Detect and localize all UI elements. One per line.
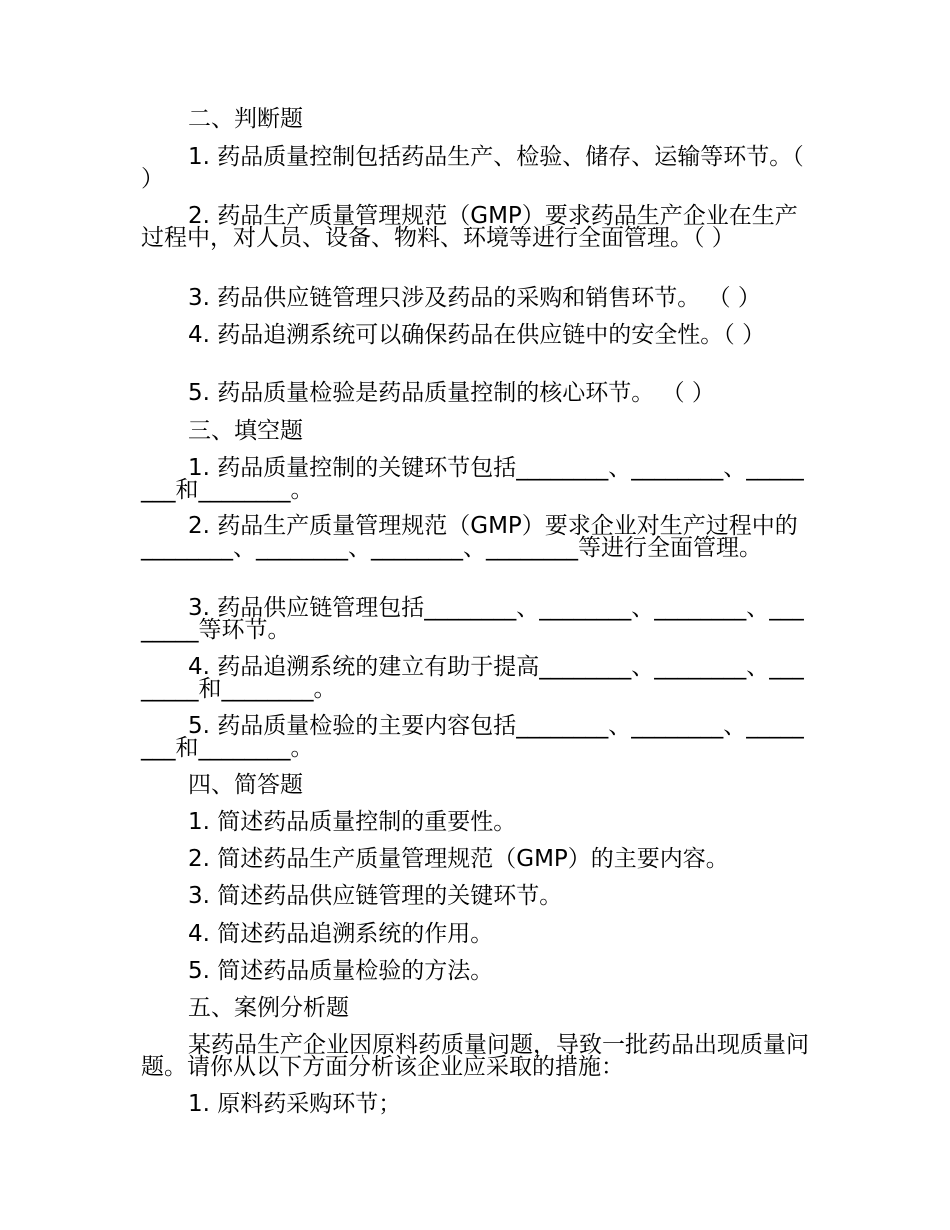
judgment-question-2: 2. 药品生产质量管理规范（GMP）要求药品生产企业在生产过程中，对人员、设备、物料、环境等进行全面管理。（ ） bbox=[141, 203, 798, 251]
fill-blank-question-3: 3. 药品供应链管理包括________、________、________、________等环节。 bbox=[141, 595, 804, 643]
short-answer-question-5: 5. 简述药品质量检验的方法。 bbox=[188, 958, 494, 984]
short-answer-question-1: 1. 简述药品质量控制的重要性。 bbox=[188, 809, 517, 835]
judgment-question-4: 4. 药品追溯系统可以确保药品在供应链中的安全性。（ ） bbox=[188, 322, 766, 348]
fill-blank-question-4: 4. 药品追溯系统的建立有助于提高________、________、________和________。 bbox=[141, 654, 804, 702]
short-answer-question-2: 2. 简述药品生产质量管理规范（GMP）的主要内容。 bbox=[188, 846, 729, 872]
case-analysis-intro: 某药品生产企业因原料药质量问题，导致一批药品出现质量问题。请你从以下方面分析该企业应采取的措施： bbox=[141, 1032, 809, 1080]
section-heading-short-answer: 四、简答题 bbox=[188, 772, 303, 798]
section-heading-fill-blank: 三、填空题 bbox=[188, 418, 303, 444]
short-answer-question-4: 4. 简述药品追溯系统的作用。 bbox=[188, 921, 494, 947]
judgment-question-3: 3. 药品供应链管理只涉及药品的采购和销售环节。 （ ） bbox=[188, 285, 761, 311]
section-heading-judgment: 二、判断题 bbox=[188, 106, 303, 132]
case-analysis-item-1: 1. 原料药采购环节； bbox=[188, 1091, 402, 1117]
fill-blank-question-2: 2. 药品生产质量管理规范（GMP）要求企业对生产过程中的________、________、________、________等进行全面管理。 bbox=[141, 513, 798, 561]
fill-blank-question-1: 1. 药品质量控制的关键环节包括________、________、________和________。 bbox=[141, 455, 804, 503]
judgment-question-1: 1. 药品质量控制包括药品生产、检验、储存、运输等环节。（ ） bbox=[141, 144, 804, 192]
short-answer-question-3: 3. 简述药品供应链管理的关键环节。 bbox=[188, 883, 563, 909]
judgment-question-5: 5. 药品质量检验是药品质量控制的核心环节。 （ ） bbox=[188, 380, 715, 406]
fill-blank-question-5: 5. 药品质量检验的主要内容包括________、________、________和________。 bbox=[141, 713, 804, 761]
section-heading-case-analysis: 五、案例分析题 bbox=[188, 995, 349, 1021]
